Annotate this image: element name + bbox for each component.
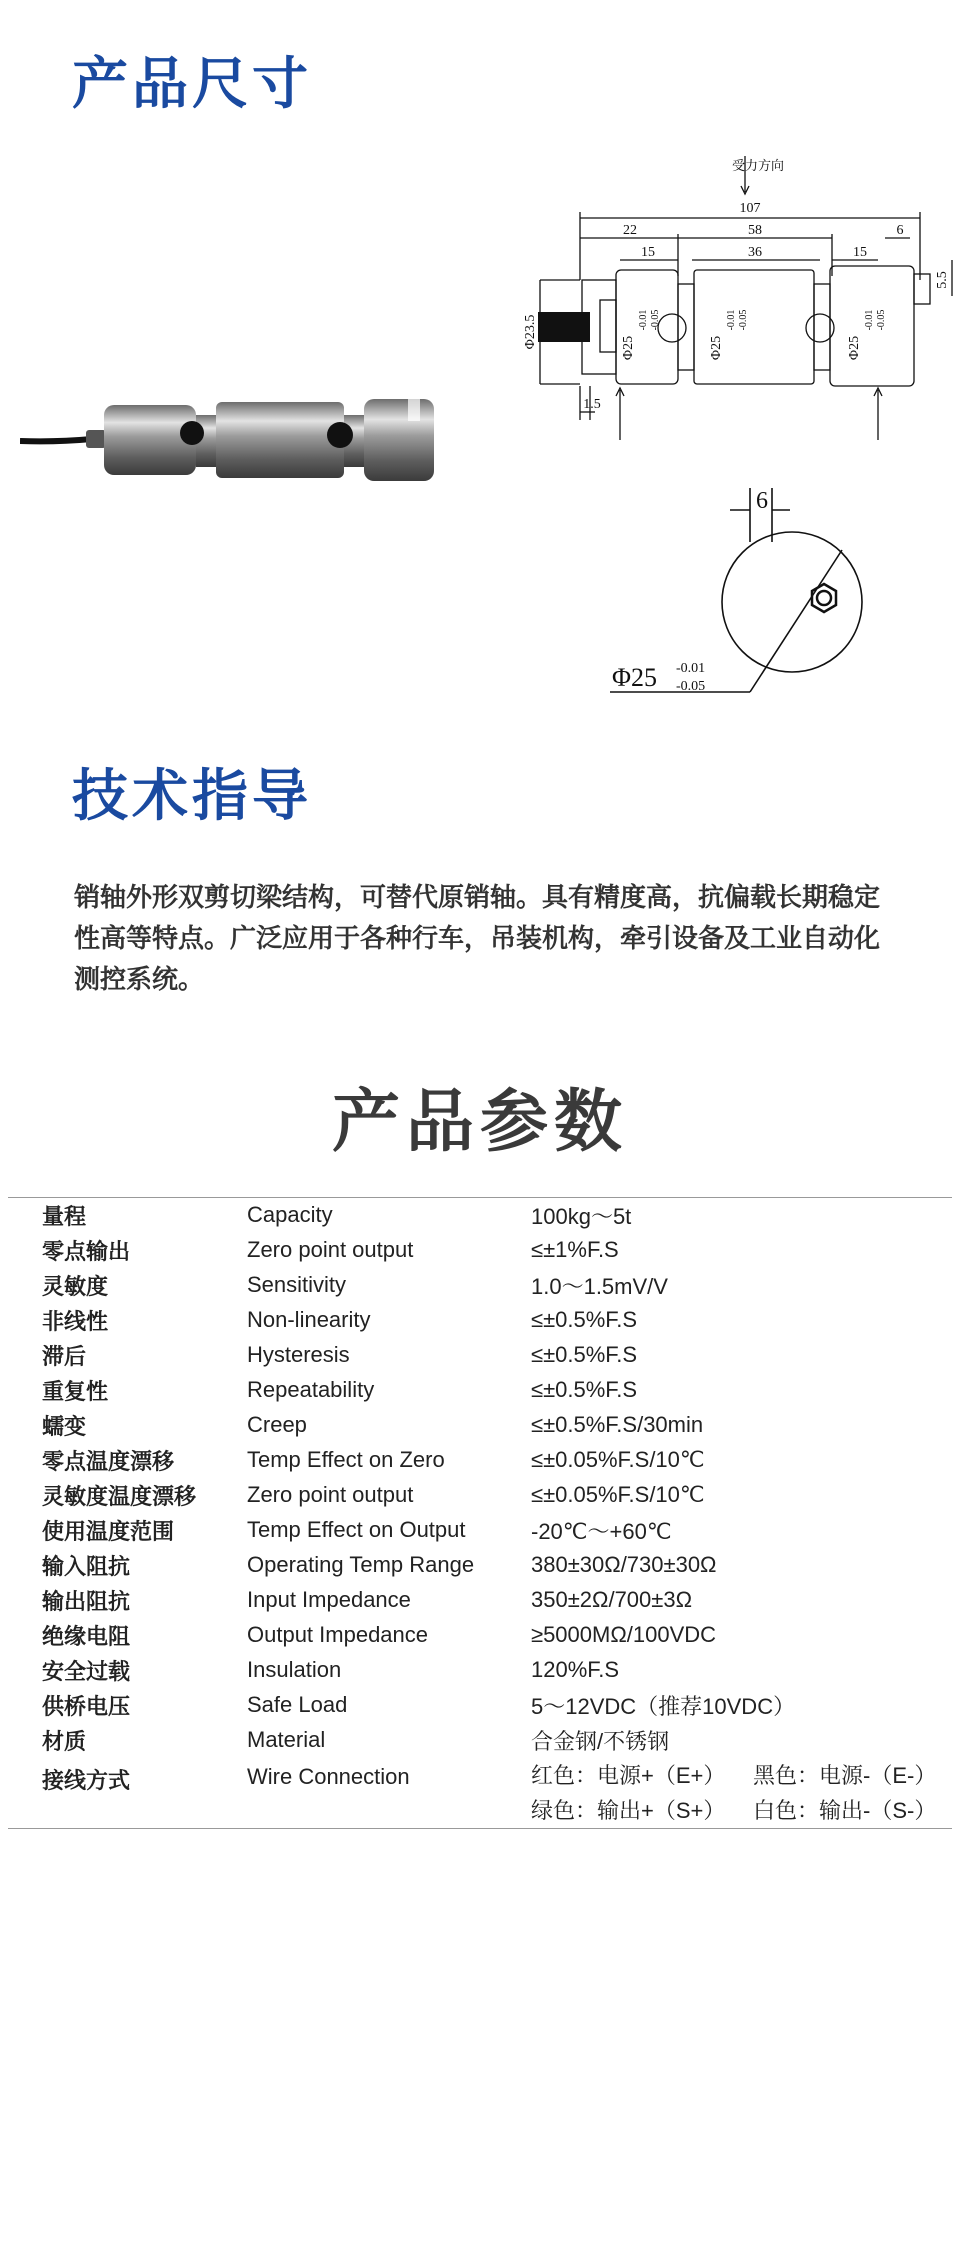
dim-58: 58	[748, 223, 762, 238]
wire-black: 黑色：电源-（E-）	[753, 1762, 937, 1788]
dim-107: 107	[739, 201, 761, 216]
tol-lower-center: -0.05	[738, 309, 749, 331]
table-row	[8, 1688, 952, 1723]
product-description: 销轴外形双剪切梁结构，可替代原销轴。具有精度高，抗偏载长期稳定性高等特点。广泛应用于各种行车，吊装机构，牵引设备及工业自动化测控系统。	[74, 883, 881, 995]
spec-name-zh: 零点输出	[42, 1239, 131, 1265]
table-row	[8, 1583, 952, 1618]
spec-name-en: Insulation	[247, 1657, 342, 1682]
spec-value: ≤±0.05%F.S/10℃	[531, 1447, 705, 1472]
dim-36: 36	[748, 245, 762, 260]
force-direction-label: 受力方向	[731, 158, 785, 173]
dim-15b: 15	[853, 245, 867, 260]
spec-value: ≤±1%F.S	[531, 1237, 619, 1262]
dim-phi25-right: Φ25	[847, 335, 862, 361]
tol-lower-right: -0.05	[876, 309, 887, 331]
table-row	[8, 1548, 952, 1583]
spec-value: -20℃～+60℃	[531, 1518, 672, 1544]
spec-name-en: Zero point output	[247, 1482, 414, 1507]
dim-1-5: 1.5	[583, 397, 601, 412]
tol-upper-right: -0.01	[864, 309, 875, 331]
table-row	[8, 1303, 952, 1338]
dim-phi25-left: Φ25	[621, 335, 636, 361]
tech-guide-title: 技术指导	[72, 764, 312, 829]
spec-name-zh: 输入阻抗	[42, 1554, 131, 1580]
spec-name-zh: 灵敏度温度漂移	[42, 1484, 197, 1510]
spec-value: ≤±0.5%F.S/30min	[531, 1412, 704, 1437]
dimension-drawing-end	[600, 478, 900, 718]
spec-value: ≥5000MΩ/100VDC	[531, 1622, 717, 1647]
spec-name-zh: 滞后	[42, 1344, 87, 1370]
spec-value: 120%F.S	[531, 1657, 620, 1682]
spec-value: 1.0～1.5mV/V	[531, 1273, 668, 1299]
spec-name-en: Sensitivity	[247, 1272, 347, 1297]
spec-name-zh: 材质	[42, 1729, 87, 1755]
spec-name-zh: 零点温度漂移	[42, 1449, 175, 1475]
tol-lower-left: -0.05	[650, 309, 661, 331]
table-row	[8, 1653, 952, 1688]
spec-name-zh: 绝缘电阻	[42, 1624, 131, 1650]
spec-value: ≤±0.5%F.S	[531, 1377, 638, 1402]
table-row	[8, 1723, 952, 1758]
spec-value: 合金钢/不锈钢	[531, 1728, 670, 1754]
spec-name-zh: 非线性	[42, 1309, 109, 1335]
product-photo	[20, 385, 440, 505]
spec-value: ≤±0.5%F.S	[531, 1307, 638, 1332]
table-row	[8, 1513, 952, 1548]
end-width-label: 6	[756, 488, 768, 514]
dim-6: 6	[896, 223, 904, 238]
dim-5-5: 5.5	[935, 271, 950, 289]
spec-name-en: Safe Load	[247, 1692, 348, 1717]
wire-green: 绿色：输出+（S+）	[531, 1797, 726, 1823]
table-row	[8, 1373, 952, 1408]
spec-value: ≤±0.05%F.S/10℃	[531, 1482, 705, 1507]
wiring-values	[531, 1758, 952, 1829]
spec-table	[8, 1197, 952, 1829]
table-row	[8, 1758, 952, 1829]
spec-value: 350±2Ω/700±3Ω	[531, 1587, 693, 1612]
spec-name-zh: 重复性	[42, 1379, 109, 1405]
spec-name-zh: 输出阻抗	[42, 1589, 131, 1615]
spec-name-zh: 安全过载	[42, 1659, 131, 1685]
dimension-drawing-side	[480, 150, 960, 450]
dim-22: 22	[623, 223, 637, 238]
spec-name-en: Repeatability	[247, 1377, 375, 1402]
spec-value: 380±30Ω/730±30Ω	[531, 1552, 717, 1577]
spec-name-en: Creep	[247, 1412, 307, 1437]
wiring-line-1	[531, 1758, 952, 1793]
spec-name-zh: 使用温度范围	[42, 1519, 175, 1545]
tol-upper-left: -0.01	[638, 309, 649, 331]
spec-name-zh: 灵敏度	[42, 1274, 109, 1300]
spec-name-en: Capacity	[247, 1198, 531, 1233]
table-row	[8, 1618, 952, 1653]
spec-name-zh: 蠕变	[42, 1414, 87, 1440]
dim-phi25-center: Φ25	[709, 335, 724, 361]
spec-name-en: Non-linearity	[247, 1307, 371, 1332]
wiring-line-2	[531, 1793, 952, 1828]
end-tol-lower: -0.05	[676, 679, 706, 694]
dim-15a: 15	[641, 245, 655, 260]
table-row	[8, 1478, 952, 1513]
spec-name-zh: 供桥电压	[42, 1694, 131, 1720]
end-diameter-label: Φ25	[612, 663, 658, 692]
dimensions-title: 产品尺寸	[72, 52, 312, 117]
table-row	[8, 1443, 952, 1478]
spec-value: 100kg～5t	[531, 1198, 952, 1233]
table-row	[8, 1268, 952, 1303]
spec-name-en: Temp Effect on Output	[247, 1517, 466, 1542]
spec-value: ≤±0.5%F.S	[531, 1342, 638, 1367]
params-title: 产品参数	[331, 1083, 628, 1162]
wire-red: 红色：电源+（E+）	[531, 1762, 726, 1788]
spec-name-en: Temp Effect on Zero	[247, 1447, 445, 1472]
spec-name-en: Hysteresis	[247, 1342, 350, 1367]
spec-value: 5～12VDC（推荐10VDC）	[531, 1693, 796, 1719]
table-row	[8, 1233, 952, 1268]
table-row	[8, 1198, 952, 1233]
spec-name-en: Output Impedance	[247, 1622, 429, 1647]
wire-white: 白色：输出-（S-）	[753, 1797, 937, 1823]
spec-name-zh: 量程	[8, 1198, 247, 1233]
spec-name-zh: 接线方式	[8, 1758, 247, 1829]
spec-name-en: Material	[247, 1727, 326, 1752]
spec-name-en: Operating Temp Range	[247, 1552, 475, 1577]
spec-name-en: Wire Connection	[247, 1758, 531, 1829]
spec-name-en: Input Impedance	[247, 1587, 411, 1612]
dim-phi23-5: Φ23.5	[523, 314, 538, 350]
table-row	[8, 1338, 952, 1373]
end-tol-upper: -0.01	[676, 661, 706, 676]
table-row	[8, 1408, 952, 1443]
spec-name-en: Zero point output	[247, 1237, 414, 1262]
tol-upper-center: -0.01	[726, 309, 737, 331]
